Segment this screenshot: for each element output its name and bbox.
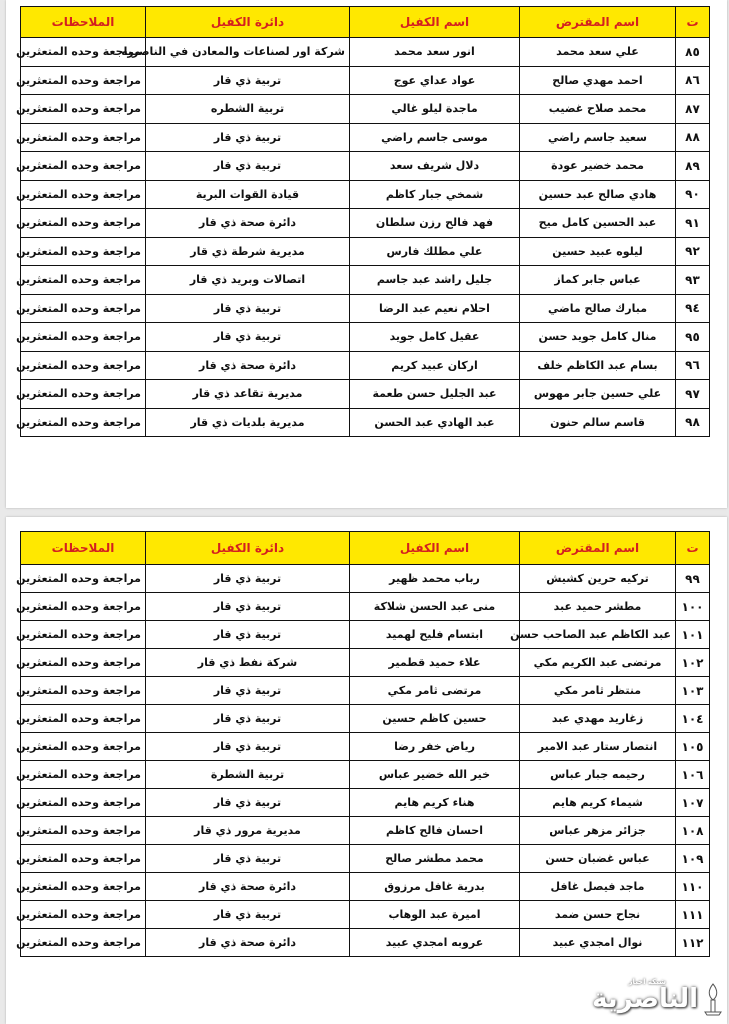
cell-borrower-name: عباس جابر كماز [520, 266, 676, 295]
cell-sponsor-name: رياض خفر رضا [350, 733, 520, 761]
cell-sponsor-name: اركان عبيد كريم [350, 351, 520, 380]
cell-sponsor-department: تربية الشطره [146, 95, 350, 124]
cell-sponsor-department: تربية ذي قار [146, 705, 350, 733]
cell-sponsor-name: فهد فالح رزن سلطان [350, 209, 520, 238]
cell-notes: مراجعة وحده المتعثرين [21, 180, 146, 209]
header-sponsor-department: دائرة الكفيل [146, 532, 350, 565]
table-header-row [21, 7, 710, 38]
cell-sponsor-name: جليل راشد عبد جاسم [350, 266, 520, 295]
cell-borrower-name: علي حسين جابر مهوس [520, 380, 676, 409]
cell-sponsor-name: اميرة عبد الوهاب [350, 901, 520, 929]
header-notes: الملاحظات [21, 7, 146, 38]
header-borrower-name: اسم المقترض [520, 532, 676, 565]
cell-notes: مراجعة وحده المتعثرين [21, 380, 146, 409]
cell-number: ٩٠ [676, 180, 710, 209]
table-row [21, 408, 710, 437]
table-row [21, 901, 710, 929]
cell-number: ٨٦ [676, 66, 710, 95]
cell-number: ٨٧ [676, 95, 710, 124]
cell-notes: مراجعة وحده المتعثرين [21, 817, 146, 845]
table-row [21, 705, 710, 733]
table-row [21, 237, 710, 266]
cell-borrower-name: جزائر مزهر عباس [520, 817, 676, 845]
cell-sponsor-name: علاء حميد قطمير [350, 649, 520, 677]
cell-notes: مراجعة وحده المتعثرين [21, 705, 146, 733]
cell-sponsor-name: هناء كريم هايم [350, 789, 520, 817]
cell-sponsor-department: دائرة صحة ذي قار [146, 351, 350, 380]
table-row [21, 565, 710, 593]
cell-number: ٩٥ [676, 323, 710, 352]
cell-sponsor-name: بدرية غافل مرزوق [350, 873, 520, 901]
table-row [21, 351, 710, 380]
cell-sponsor-name: عواد عداي عوج [350, 66, 520, 95]
cell-sponsor-department: مديرية تقاعد ذي قار [146, 380, 350, 409]
cell-notes: مراجعة وحده المتعثرين [21, 761, 146, 789]
document-sheet-2 [6, 517, 727, 1024]
cell-number: ١٠٦ [676, 761, 710, 789]
cell-sponsor-name: ابتسام فليح لهميد [350, 621, 520, 649]
cell-number: ١٠٢ [676, 649, 710, 677]
cell-sponsor-name: احسان فالح كاظم [350, 817, 520, 845]
cell-borrower-name: منتظر ثامر مكي [520, 677, 676, 705]
table-row [21, 621, 710, 649]
cell-notes: مراجعة وحده المتعثرين [21, 123, 146, 152]
cell-notes: مراجعة وحده المتعثرين [21, 38, 146, 67]
borrowers-table-2 [16, 531, 710, 957]
cell-sponsor-name: شمخي جبار كاظم [350, 180, 520, 209]
table-row [21, 123, 710, 152]
cell-number: ١٠٧ [676, 789, 710, 817]
cell-sponsor-name: دلال شريف سعد [350, 152, 520, 181]
cell-sponsor-department: تربية ذي قار [146, 66, 350, 95]
cell-sponsor-department: شركة اور لصناعات والمعادن في الناصريه [146, 38, 350, 67]
cell-borrower-name: انتصار ستار عبد الامير [520, 733, 676, 761]
cell-notes: مراجعة وحده المتعثرين [21, 929, 146, 957]
cell-number: ١٠٨ [676, 817, 710, 845]
table-row [21, 180, 710, 209]
table-row [21, 380, 710, 409]
cell-sponsor-department: تربية ذي قار [146, 565, 350, 593]
cell-sponsor-department: تربية ذي قار [146, 901, 350, 929]
table-row [21, 593, 710, 621]
table-body-1 [16, 38, 710, 437]
table-row [21, 66, 710, 95]
cell-sponsor-department: تربية ذي قار [146, 677, 350, 705]
cell-sponsor-department: تربية ذي قار [146, 733, 350, 761]
cell-borrower-name: عبد الحسين كامل ميح [520, 209, 676, 238]
cell-sponsor-name: عبد الهادي عبد الحسن [350, 408, 520, 437]
cell-notes: مراجعة وحده المتعثرين [21, 901, 146, 929]
cell-borrower-name: مطشر حميد عبد [520, 593, 676, 621]
cell-sponsor-department: دائرة صحة ذي قار [146, 209, 350, 238]
cell-number: ١١٢ [676, 929, 710, 957]
cell-notes: مراجعة وحده المتعثرين [21, 677, 146, 705]
cell-number: ١٠٩ [676, 845, 710, 873]
header-sponsor-department: دائرة الكفيل [146, 7, 350, 38]
cell-borrower-name: شيماء كريم هايم [520, 789, 676, 817]
table-row [21, 789, 710, 817]
cell-borrower-name: ماجد فيصل غافل [520, 873, 676, 901]
cell-number: ١٠٥ [676, 733, 710, 761]
header-borrower-name: اسم المقترض [520, 7, 676, 38]
cell-sponsor-department: دائرة صحة ذي قار [146, 929, 350, 957]
cell-number: ١٠٤ [676, 705, 710, 733]
table-row [21, 677, 710, 705]
cell-sponsor-department: تربية الشطرة [146, 761, 350, 789]
cell-sponsor-department: مديرية بلديات ذي قار [146, 408, 350, 437]
cell-borrower-name: مرتضى عبد الكريم مكي [520, 649, 676, 677]
cell-notes: مراجعة وحده المتعثرين [21, 789, 146, 817]
cell-borrower-name: رحيمه جبار عباس [520, 761, 676, 789]
cell-sponsor-department: تربية ذي قار [146, 123, 350, 152]
cell-borrower-name: ليلوه عبيد حسين [520, 237, 676, 266]
cell-borrower-name: نوال امجدي عبيد [520, 929, 676, 957]
cell-sponsor-department: مديرية شرطة ذي قار [146, 237, 350, 266]
cell-sponsor-department: شركة نفط ذي قار [146, 649, 350, 677]
table-row [21, 294, 710, 323]
cell-sponsor-name: عروبه امجدي عبيد [350, 929, 520, 957]
cell-number: ٩٣ [676, 266, 710, 295]
cell-sponsor-department: تربية ذي قار [146, 294, 350, 323]
emblem-icon [702, 982, 724, 1016]
cell-notes: مراجعة وحده المتعثرين [21, 845, 146, 873]
cell-borrower-name: قاسم سالم حنون [520, 408, 676, 437]
cell-notes: مراجعة وحده المتعثرين [21, 237, 146, 266]
cell-borrower-name: بسام عبد الكاظم خلف [520, 351, 676, 380]
watermark-text: الناصرية [592, 984, 698, 1014]
table-row [21, 845, 710, 873]
cell-sponsor-name: رباب محمد ظهير [350, 565, 520, 593]
cell-notes: مراجعة وحده المتعثرين [21, 593, 146, 621]
cell-notes: مراجعة وحده المتعثرين [21, 649, 146, 677]
cell-number: ٩٢ [676, 237, 710, 266]
cell-borrower-name: مبارك صالح ماضي [520, 294, 676, 323]
cell-sponsor-name: انور سعد محمد [350, 38, 520, 67]
header-sponsor-name: اسم الكفيل [350, 7, 520, 38]
cell-borrower-name: محمد خضير عودة [520, 152, 676, 181]
cell-sponsor-department: تربية ذي قار [146, 152, 350, 181]
cell-sponsor-department: تربية ذي قار [146, 323, 350, 352]
table-row [21, 873, 710, 901]
cell-number: ١٠١ [676, 621, 710, 649]
cell-borrower-name: زغاريد مهدي عبد [520, 705, 676, 733]
cell-sponsor-name: حسين كاظم حسين [350, 705, 520, 733]
cell-sponsor-department: تربية ذي قار [146, 593, 350, 621]
cell-sponsor-name: ماجدة ليلو غالي [350, 95, 520, 124]
cell-number: ١٠٠ [676, 593, 710, 621]
cell-sponsor-name: منى عبد الحسن شلاكة [350, 593, 520, 621]
cell-number: ٩١ [676, 209, 710, 238]
cell-notes: مراجعة وحده المتعثرين [21, 152, 146, 181]
cell-sponsor-department: مديرية مرور ذي قار [146, 817, 350, 845]
borrowers-table-1 [16, 6, 710, 437]
cell-borrower-name: محمد صلاح غضيب [520, 95, 676, 124]
cell-sponsor-name: احلام نعيم عبد الرضا [350, 294, 520, 323]
cell-notes: مراجعة وحده المتعثرين [21, 266, 146, 295]
cell-notes: مراجعة وحده المتعثرين [21, 733, 146, 761]
cell-notes: مراجعة وحده المتعثرين [21, 95, 146, 124]
cell-number: ٨٩ [676, 152, 710, 181]
cell-borrower-name: عبد الكاظم عبد الصاحب حسن [520, 621, 676, 649]
cell-number: ٩٤ [676, 294, 710, 323]
cell-sponsor-department: اتصالات وبريد ذي قار [146, 266, 350, 295]
cell-borrower-name: نجاح حسن ضمد [520, 901, 676, 929]
table-body-2 [16, 565, 710, 957]
cell-number: ٩٧ [676, 380, 710, 409]
table-row [21, 929, 710, 957]
table-row [21, 209, 710, 238]
table-row [21, 817, 710, 845]
cell-sponsor-name: موسى جاسم راضي [350, 123, 520, 152]
cell-borrower-name: عباس غضبان حسن [520, 845, 676, 873]
cell-notes: مراجعة وحده المتعثرين [21, 351, 146, 380]
cell-number: ١١١ [676, 901, 710, 929]
header-sponsor-name: اسم الكفيل [350, 532, 520, 565]
table-row [21, 761, 710, 789]
cell-sponsor-name: خير الله خضير عباس [350, 761, 520, 789]
cell-number: ٩٨ [676, 408, 710, 437]
cell-sponsor-name: علي مطلك فارس [350, 237, 520, 266]
cell-borrower-name: سعيد جاسم راضي [520, 123, 676, 152]
cell-notes: مراجعة وحده المتعثرين [21, 294, 146, 323]
cell-borrower-name: احمد مهدي صالح [520, 66, 676, 95]
table-row [21, 95, 710, 124]
header-number: ت [676, 532, 710, 565]
document-sheet-1 [6, 0, 727, 508]
cell-number: ٩٩ [676, 565, 710, 593]
cell-borrower-name: تركيه حرين كشيش [520, 565, 676, 593]
cell-sponsor-department: تربية ذي قار [146, 789, 350, 817]
cell-sponsor-name: مرتضى ثامر مكي [350, 677, 520, 705]
cell-borrower-name: منال كامل جويد حسن [520, 323, 676, 352]
table-header-row [21, 532, 710, 565]
cell-sponsor-name: عبد الجليل حسن طعمة [350, 380, 520, 409]
cell-notes: مراجعة وحده المتعثرين [21, 209, 146, 238]
cell-notes: مراجعة وحده المتعثرين [21, 66, 146, 95]
watermark-small-text: شبكة اخبار [628, 978, 666, 986]
cell-sponsor-department: قيادة القوات البرية [146, 180, 350, 209]
table-row [21, 733, 710, 761]
table-row [21, 649, 710, 677]
cell-borrower-name: علي سعد محمد [520, 38, 676, 67]
cell-sponsor-department: دائرة صحة ذي قار [146, 873, 350, 901]
header-number: ت [676, 7, 710, 38]
header-notes: الملاحظات [21, 532, 146, 565]
cell-number: ١١٠ [676, 873, 710, 901]
table-row [21, 152, 710, 181]
cell-borrower-name: هادي صالح عبد حسين [520, 180, 676, 209]
watermark-logo [592, 978, 724, 1020]
cell-number: ٩٦ [676, 351, 710, 380]
cell-number: ١٠٣ [676, 677, 710, 705]
table-row [21, 38, 710, 67]
cell-sponsor-department: تربية ذي قار [146, 621, 350, 649]
table-row [21, 266, 710, 295]
cell-notes: مراجعة وحده المتعثرين [21, 621, 146, 649]
cell-sponsor-name: عقيل كامل جويد [350, 323, 520, 352]
cell-notes: مراجعة وحده المتعثرين [21, 565, 146, 593]
cell-number: ٨٥ [676, 38, 710, 67]
cell-sponsor-department: تربية ذي قار [146, 845, 350, 873]
cell-notes: مراجعة وحده المتعثرين [21, 408, 146, 437]
cell-notes: مراجعة وحده المتعثرين [21, 323, 146, 352]
table-row [21, 323, 710, 352]
cell-notes: مراجعة وحده المتعثرين [21, 873, 146, 901]
cell-number: ٨٨ [676, 123, 710, 152]
cell-sponsor-name: محمد مطشر صالح [350, 845, 520, 873]
